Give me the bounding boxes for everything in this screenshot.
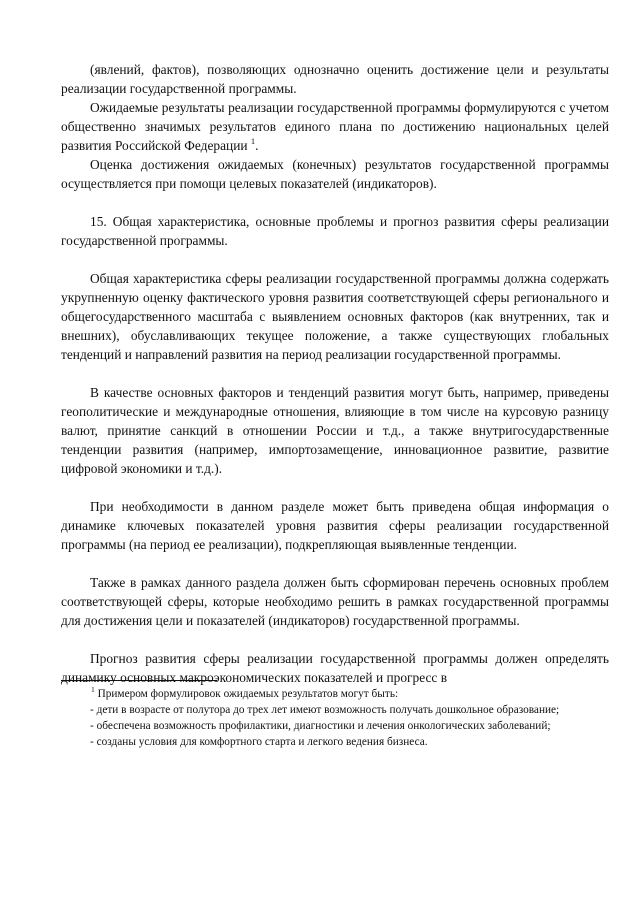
paragraph-text: В качестве основных факторов и тенденций развития могут быть, например, приведены геополитические и международные отношения, влияющие в том числе на курсовую разницу валют, принятие санкций в отношении России и т.д., а также внутригосударственные тенденции развития (например, импортозамещение, инновационное развитие, развитие цифровой экономики и т.д.).	[61, 385, 609, 476]
paragraph-text: Ожидаемые результаты реализации государственной программы формулируются с учетом общественно значимых результатов единого плана по достижению национальных целей развития Российской Федерации	[61, 100, 609, 153]
section-heading-15	[61, 212, 609, 250]
paragraph-expected-results	[61, 98, 609, 155]
footnote-item: - созданы условия для комфортного старта и легкого ведения бизнеса.	[90, 736, 428, 748]
footnote-title	[61, 686, 609, 702]
footnote-marker: 1	[91, 685, 95, 694]
paragraph-text: (явлений, фактов), позволяющих однозначно оценить достижение цели и результаты реализации государственной программы.	[61, 62, 609, 96]
paragraph-text: Общая характеристика сферы реализации государственной программы должна содержать укрупненную оценку фактического уровня развития соответствующей сферы регионального и общегосударственного масштаба с выявлением основных факторов (как внутренних, так и внешних), обуславливающих текущее положение, а также существующих глобальных тенденций и направлений развития на период реализации государственной программы.	[61, 271, 609, 362]
paragraph-text: Также в рамках данного раздела должен быть сформирован перечень основных проблем соответствующей сферы, которые необходимо решить в рамках государственной программы для достижения цели и показателей (индикаторов) государственной программы.	[61, 575, 609, 628]
paragraph-text: Прогноз развития сферы реализации государственной программы должен определять динамику основных макроэкономических показателей и прогресс в	[61, 651, 609, 685]
section-heading-text: 15. Общая характеристика, основные проблемы и прогноз развития сферы реализации государственной программы.	[61, 214, 609, 248]
paragraph-text: Оценка достижения ожидаемых (конечных) результатов государственной программы осуществляется при помощи целевых показателей (индикаторов).	[61, 157, 609, 191]
paragraph-general-characteristics	[61, 269, 609, 364]
paragraph-evaluation	[61, 155, 609, 193]
footnotes	[61, 686, 609, 750]
footnote-separator	[61, 680, 217, 681]
paragraph-continuation	[61, 60, 609, 98]
paragraph-factors	[61, 383, 609, 478]
footnote-item: - дети в возрасте от полутора до трех лет имеют возможность получать дошкольное образование;	[90, 704, 560, 716]
paragraph-forecast	[61, 649, 609, 687]
paragraph-problems	[61, 573, 609, 630]
paragraph-dynamics	[61, 497, 609, 554]
paragraph-text: При необходимости в данном разделе может быть приведена общая информация о динамике ключевых показателей уровня развития сферы реализации государственной программы (на период ее реализации), подкрепляющая выявленные тенденции.	[61, 499, 609, 552]
document-body	[61, 60, 609, 687]
paragraph-text-end: .	[255, 138, 259, 153]
footnote-reference[interactable]: 1	[250, 136, 256, 146]
footnote-title-text: Примером формулировок ожидаемых результатов могут быть:	[94, 688, 399, 700]
footnote-item: - обеспечена возможность профилактики, диагностики и лечения онкологических заболеваний;	[90, 720, 551, 732]
